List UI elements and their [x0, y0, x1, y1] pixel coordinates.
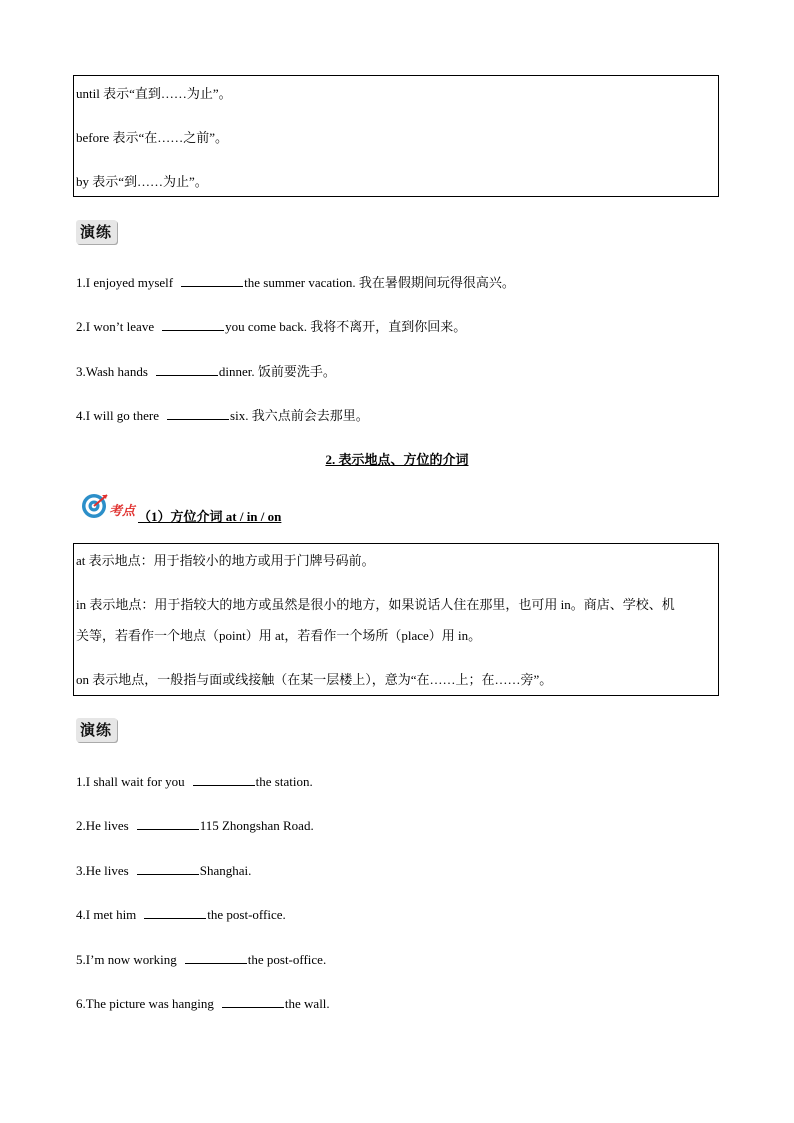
- exercise-item: [76, 363, 336, 380]
- exercise-prefix: 1.I enjoyed myself: [76, 275, 174, 290]
- answer-blank[interactable]: [144, 906, 206, 919]
- exercise-suffix: the post-office.: [247, 952, 327, 967]
- exercise-suffix: the wall.: [284, 996, 330, 1011]
- exercise-item: [76, 951, 326, 968]
- exercise-item: [76, 318, 466, 335]
- exercise-prefix: 6.The picture was hanging: [76, 996, 214, 1011]
- kaodian-label: 考点: [109, 504, 136, 519]
- answer-blank[interactable]: [162, 318, 224, 331]
- section-heading-text: 2. 表示地点、方位的介词: [325, 452, 469, 467]
- answer-blank[interactable]: [185, 951, 247, 964]
- exercise-suffix: you come back. 我将不离开，直到你回来。: [225, 319, 467, 334]
- box-line: in 表示地点：用于指较大的地方或虽然是很小的地方，如果说话人住在那里，也可用 in。商店、学校、机: [76, 597, 675, 612]
- exercise-item: [76, 274, 515, 291]
- box-line: until 表示“直到……为止”。: [76, 86, 232, 101]
- exercise-suffix: the station.: [255, 774, 313, 789]
- box-line: before 表示“在……之前”。: [76, 130, 228, 145]
- answer-blank[interactable]: [137, 862, 199, 875]
- practice-badge: [76, 718, 128, 742]
- exercise-prefix: 3.Wash hands: [76, 364, 148, 379]
- definition-box-place: [73, 543, 719, 696]
- exercise-suffix: dinner. 饭前要洗手。: [218, 364, 336, 379]
- exercise-prefix: 1.I shall wait for you: [76, 774, 185, 789]
- box-line: by 表示“到……为止”。: [76, 174, 208, 189]
- exercise-suffix: six. 我六点前会去那里。: [230, 408, 369, 423]
- exercise-suffix: the summer vacation. 我在暑假期间玩得很高兴。: [244, 275, 515, 290]
- box-line: at 表示地点：用于指较小的地方或用于门牌号码前。: [76, 553, 375, 568]
- section-heading: [0, 452, 794, 468]
- practice-label: 演练: [76, 718, 117, 742]
- exercise-item: [76, 773, 313, 790]
- subheading: （1）方位介词 at / in / on: [138, 509, 282, 524]
- exercise-suffix: 115 Zhongshan Road.: [199, 818, 314, 833]
- practice-badge: [76, 220, 128, 244]
- exercise-item: [76, 407, 369, 424]
- exercise-prefix: 4.I met him: [76, 907, 137, 922]
- exercise-prefix: 3.He lives: [76, 863, 129, 878]
- exercise-suffix: the post-office.: [207, 907, 286, 922]
- exercise-prefix: 4.I will go there: [76, 408, 160, 423]
- answer-blank[interactable]: [167, 407, 229, 420]
- exercise-item: [76, 817, 314, 834]
- exercise-item: [76, 906, 286, 923]
- answer-blank[interactable]: [156, 363, 218, 376]
- exercise-prefix: 5.I’m now working: [76, 952, 177, 967]
- answer-blank[interactable]: [193, 773, 255, 786]
- exercise-suffix: Shanghai.: [199, 863, 252, 878]
- practice-label: 演练: [76, 220, 117, 244]
- box-line: 关等，若看作一个地点（point）用 at，若看作一个场所（place）用 in。: [76, 628, 482, 643]
- exercise-item: [76, 995, 330, 1012]
- exercise-item: [76, 862, 251, 879]
- answer-blank[interactable]: [137, 817, 199, 830]
- definition-box-time: [73, 75, 719, 197]
- exercise-prefix: 2.He lives: [76, 818, 129, 833]
- exercise-prefix: 2.I won’t leave: [76, 319, 155, 334]
- answer-blank[interactable]: [181, 274, 243, 287]
- box-line: on 表示地点，一般指与面或线接触（在某一层楼上），意为“在……上；在……旁”。: [76, 672, 553, 687]
- answer-blank[interactable]: [222, 995, 284, 1008]
